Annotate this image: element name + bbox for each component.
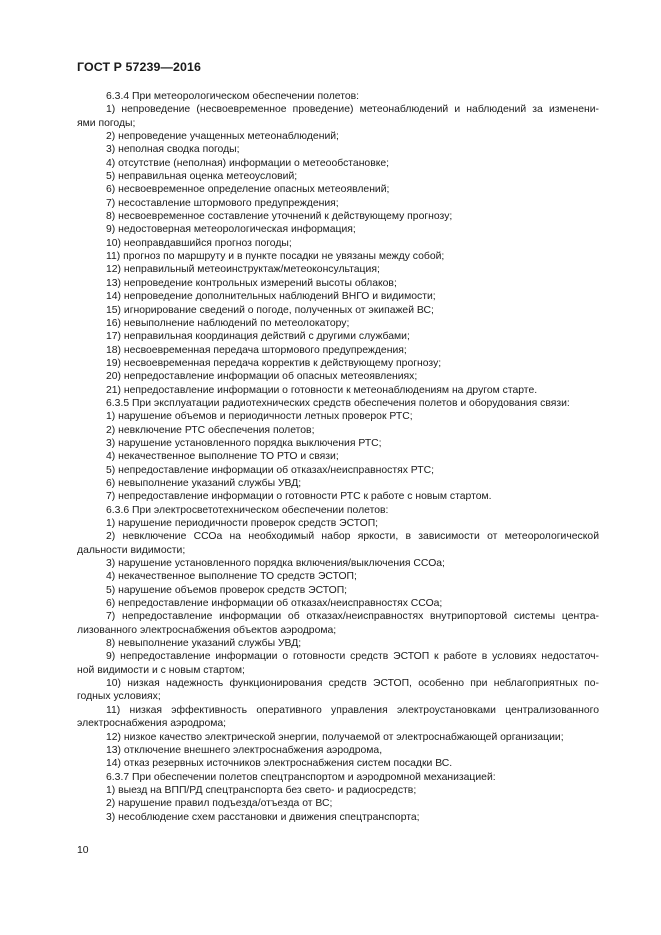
text-line: годных условиях; [77,691,161,703]
text-line: 6.3.7 При обеспечении полетов спецтранспортом и аэродромной механизацией: [106,771,496,783]
text-line: ной видимости и с новым стартом; [77,664,245,676]
text-line: 14) отказ резервных источников электроснабжения систем посадки ВС. [106,758,453,770]
text-line: 2) непроведение учащенных метеонаблюдений; [106,131,339,143]
text-line: 12) низкое качество электрической энергии, получаемой от электроснабжающей организации; [106,731,564,743]
text-line: 11) низкая эффективность оперативного управления электроустановками централизованного [106,704,599,716]
text-line: 6) непредоставление информации об отказах/неисправностях ССОа; [106,598,443,610]
text-line: 6) несвоевременное определение опасных метеоявлений; [106,184,390,196]
text-line: 5) неправильная оценка метеоусловий; [106,171,298,183]
text-line: 7) несоставление штормового предупреждения; [106,197,339,209]
text-line: дальности видимости; [77,544,186,556]
text-line: лизованного электроснабжения объектов аэродрома; [77,624,337,636]
text-line: 18) несвоевременная передача штормового предупреждения; [106,344,407,356]
text-line: электроснабжения аэродрома; [77,718,227,730]
text-line: 9) недостоверная метеорологическая информация; [106,224,356,236]
text-line: 2) нарушение правил подъезда/отъезда от ВС; [106,798,333,810]
text-line: 13) непроведение контрольных измерений высоты облаков; [106,277,397,289]
text-line: 7) непредоставление информации о готовности РТС к работе с новым стартом. [106,491,492,503]
text-line: 4) некачественное выполнение ТО средств ЭСТОП; [106,571,357,583]
text-line: 2) невключение ССОа на необходимый набор яркости, в зависимости от метеорологической [106,531,599,543]
text-line: 2) невключение РТС обеспечения полетов; [106,424,315,436]
text-line: 1) выезд на ВПП/РД спецтранспорта без свето- и радиосредств; [106,784,417,796]
document-header: ГОСТ Р 57239—2016 [77,60,201,74]
text-line: 5) нарушение объемов проверок средств ЭСТОП; [106,584,348,596]
text-line: 3) неполная сводка погоды; [106,144,240,156]
text-line: 6) невыполнение указаний службы УВД; [106,477,302,489]
text-line: 9) непредоставление информации о готовности средств ЭСТОП к работе в условиях недостаточ- [106,651,599,663]
text-line: 15) игнорирование сведений о погоде, полученных от экипажей ВС; [106,304,434,316]
text-line: 3) нарушение установленного порядка выключения РТС; [106,437,382,449]
text-line: 11) прогноз по маршруту и в пункте посадки не увязаны между собой; [106,251,445,263]
text-line: 17) неправильная координация действий с другими службами; [106,331,410,343]
text-line: 4) отсутствие (неполная) информации о метеообстановке; [106,157,390,169]
text-line: 4) некачественное выполнение ТО РТО и связи; [106,451,339,463]
document-body [77,90,599,824]
text-line: 20) непредоставление информации об опасных метеоявлениях; [106,371,418,383]
text-line: 21) непредоставление информации о готовности к метеонаблюдениям на другом старте. [106,384,538,396]
text-line: 10) низкая надежность функционирования средств ЭСТОП, особенно при неблагоприятных по- [106,678,599,690]
text-line: 1) нарушение периодичности проверок средств ЭСТОП; [106,518,379,529]
text-line: 3) нарушение установленного порядка включения/выключения ССОа; [106,558,445,570]
text-line: 8) невыполнение указаний службы УВД; [106,638,302,650]
text-line: 19) несвоевременная передача корректив к действующему прогнозу; [106,357,442,369]
text-line: 3) несоблюдение схем расстановки и движения спецтранспорта; [106,811,420,823]
text-line: 6.3.4 При метеорологическом обеспечении полетов: [106,91,360,102]
text-line: 14) непроведение дополнительных наблюдений ВНГО и видимости; [106,291,436,303]
text-line: 6.3.6 При электросветотехническом обеспечении полетов: [106,504,389,516]
text-line: 1) нарушение объемов и периодичности летных проверок РТС; [106,411,413,423]
text-line: 7) непредоставление информации об отказах/неисправностях внутрипортовой системы центра- [106,611,599,623]
text-line: 10) неоправдавшийся прогноз погоды; [106,237,292,249]
text-line: 13) отключение внешнего электроснабжения аэродрома, [106,744,383,756]
page-number: 10 [77,845,89,856]
text-line: 6.3.5 При эксплуатации радиотехнических средств обеспечения полетов и оборудования связи: [106,397,570,409]
text-line: 5) непредоставление информации об отказах/неисправностях РТС; [106,464,434,476]
text-line: ями погоды; [77,117,136,129]
text-line: 16) невыполнение наблюдений по метеолокатору; [106,317,350,329]
text-line: 1) непроведение (несвоевременное проведение) метеонаблюдений и наблюдений за изменени- [106,104,599,116]
text-line: 12) неправильный метеоинструктаж/метеоконсультация; [106,264,380,276]
text-line: 8) несвоевременное составление уточнений к действующему прогнозу; [106,211,453,223]
